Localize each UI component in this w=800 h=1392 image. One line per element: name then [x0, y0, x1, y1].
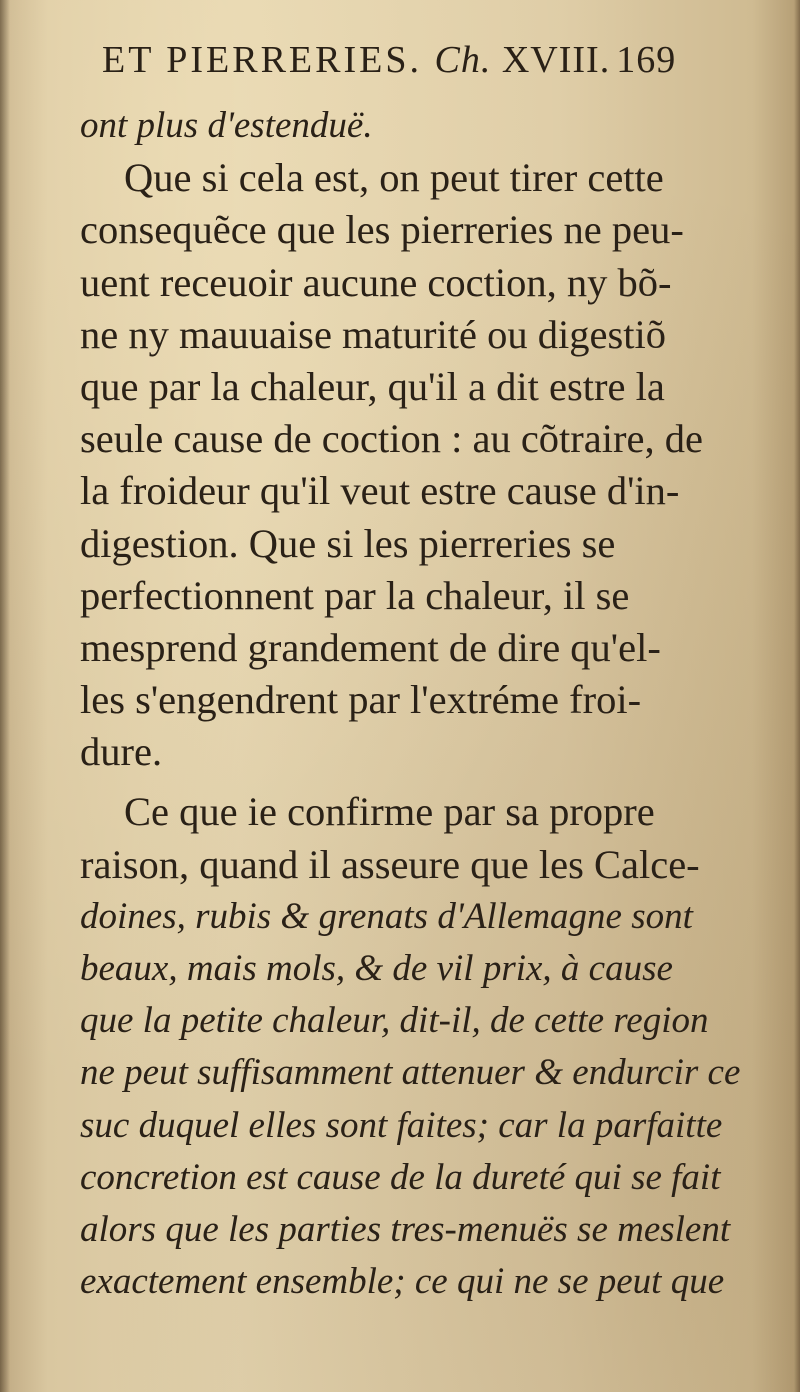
text-line: dure.: [80, 729, 163, 775]
text-line: digestion. Que si les pierreries se: [80, 520, 616, 566]
text-line: ne ny mauuaise maturité ou digestiõ: [80, 311, 666, 357]
text-line: raison, quand il asseure que les Calce-: [80, 841, 700, 887]
text-line: Que si cela est, on peut tirer cette: [124, 155, 664, 201]
text-line: doines, rubis & grenats d'Allemagne sont: [80, 895, 693, 937]
page-edge-shadow: [794, 0, 800, 1392]
text-line: Ce que ie confirme par sa propre: [124, 789, 655, 835]
page-number: 169: [616, 39, 677, 81]
text-line: les s'engendrent par l'extréme froi-: [80, 677, 642, 723]
page-gutter-shadow: [0, 0, 10, 1392]
text-line: que par la chaleur, qu'il a dit estre la: [80, 363, 665, 409]
text-line: la froideur qu'il veut estre cause d'in-: [80, 468, 680, 514]
text-line: alors que les parties tres-menuës se meslent: [80, 1208, 731, 1250]
text-line: seule cause de coction : au cõtraire, de: [80, 416, 703, 462]
text-line: uent receuoir aucune coction, ny bõ-: [80, 259, 672, 305]
text-line: suc duquel elles sont faites; car la parfaitte: [80, 1104, 723, 1146]
text-line: beaux, mais mols, & de vil prix, à cause: [80, 948, 673, 989]
running-head: [102, 38, 760, 100]
text-line: concretion est cause de la dureté qui se fait: [80, 1156, 721, 1198]
paragraph-gap: [80, 778, 760, 786]
text-line: exactement ensemble; ce qui ne se peut que: [80, 1261, 725, 1303]
chapter-number: XVIII.: [501, 39, 611, 81]
running-head-title: ET PIERRERIES.: [102, 39, 422, 81]
text-line: que la petite chaleur, dit-il, de cette region: [80, 1000, 709, 1042]
text-line: mesprend grandement de dire qu'el-: [80, 624, 661, 670]
chapter-abbrev: Ch.: [434, 39, 492, 81]
text-line: consequẽce que les pierreries ne peu-: [80, 207, 684, 253]
text-line: ne peut suffisamment attenuer & endurcir ce: [80, 1052, 741, 1094]
running-head-chapter: [424, 38, 610, 82]
page-text-block: [80, 38, 760, 1308]
text-line: ont plus d'estenduë.: [80, 105, 373, 146]
text-line: perfectionnent par la chaleur, il se: [80, 572, 630, 618]
